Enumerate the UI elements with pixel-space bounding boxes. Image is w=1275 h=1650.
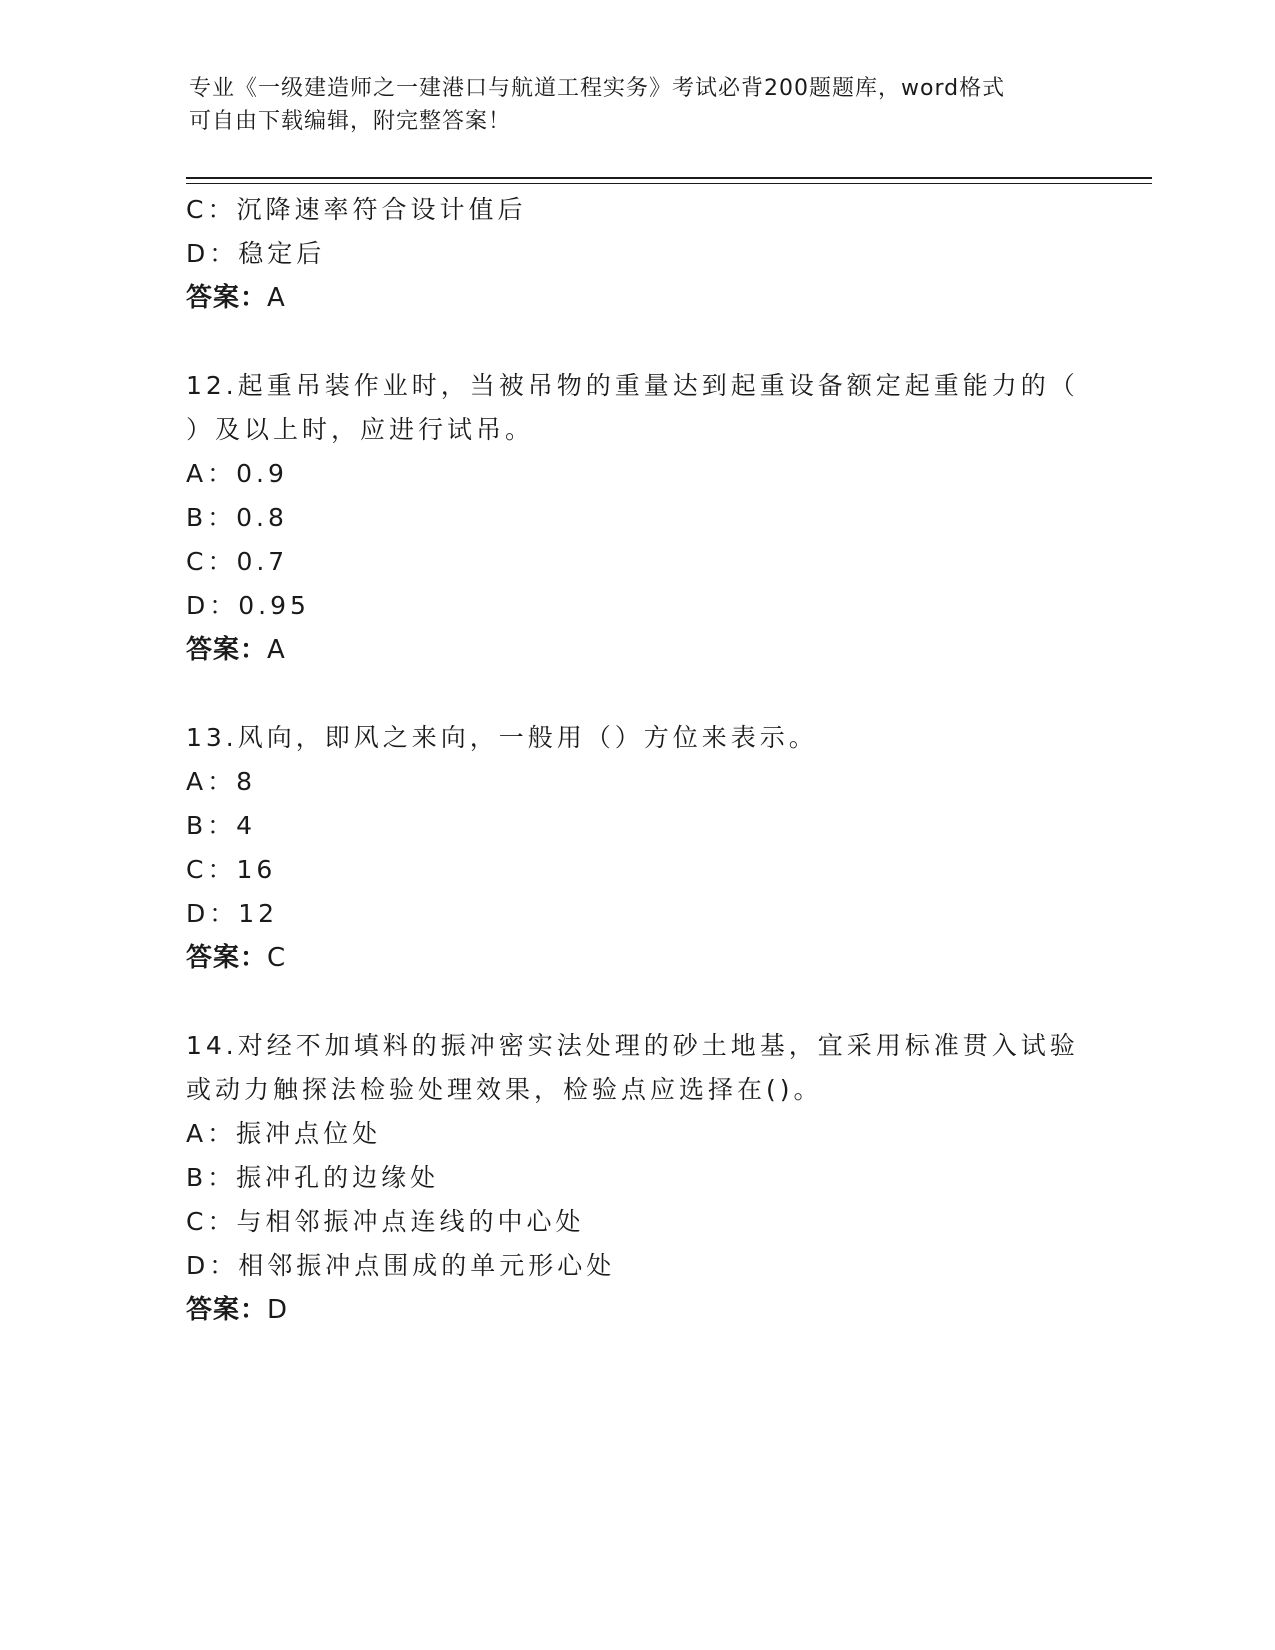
answer-value: C xyxy=(267,943,287,973)
q13-stem-line1: 13.风向，即风之来向，一般用（）方位来表示。 xyxy=(186,723,818,752)
header-divider-thick xyxy=(186,177,1152,179)
q14-option-b: B：振冲孔的边缘处 xyxy=(186,1163,440,1192)
q13-option-b: B：4 xyxy=(186,811,257,840)
q13-option-d: D：12 xyxy=(186,899,279,928)
header-title-line2: 可自由下载编辑，附完整答案！ xyxy=(189,109,512,134)
header-title-line1: 专业《一级建造师之一建港口与航道工程实务》考试必背200题题库，word格式 xyxy=(189,76,1006,101)
document-header xyxy=(189,72,1089,138)
answer-label: 答案： xyxy=(186,943,268,973)
q14-option-c: C：与相邻振冲点连线的中心处 xyxy=(186,1207,585,1236)
q13-option-c: C：16 xyxy=(186,855,277,884)
q14-stem-line1: 14.对经不加填料的振冲密实法处理的砂土地基，宜采用标准贯入试验 xyxy=(186,1031,1079,1060)
q13-answer xyxy=(186,942,286,974)
q12-answer xyxy=(186,634,286,666)
q12-stem-line1: 12.起重吊装作业时，当被吊物的重量达到起重设备额定起重能力的（ xyxy=(186,371,1079,400)
q12-option-c: C：0.7 xyxy=(186,547,289,576)
q12-option-a: A：0.9 xyxy=(186,459,288,488)
answer-value: A xyxy=(267,283,286,313)
q13-option-a: A：8 xyxy=(186,767,257,796)
answer-label: 答案： xyxy=(186,283,268,313)
q12-option-d: D：0.95 xyxy=(186,591,310,620)
q14-stem-line2: 或动力触探法检验处理效果，检验点应选择在()。 xyxy=(186,1075,823,1104)
q14-answer xyxy=(186,1294,288,1326)
q14-option-a: A：振冲点位处 xyxy=(186,1119,382,1148)
answer-value: A xyxy=(267,635,286,665)
header-divider-thin xyxy=(186,183,1152,184)
q12-stem-line2: ）及以上时，应进行试吊。 xyxy=(186,415,535,444)
answer-label: 答案： xyxy=(186,635,268,665)
answer-value: D xyxy=(267,1295,289,1325)
prev-answer xyxy=(186,282,286,314)
q14-option-d: D：相邻振冲点围成的单元形心处 xyxy=(186,1251,616,1280)
prev-option-c: C：沉降速率符合设计值后 xyxy=(186,195,527,224)
prev-option-d: D：稳定后 xyxy=(186,239,326,268)
q12-option-b: B：0.8 xyxy=(186,503,288,532)
answer-label: 答案： xyxy=(186,1295,268,1325)
